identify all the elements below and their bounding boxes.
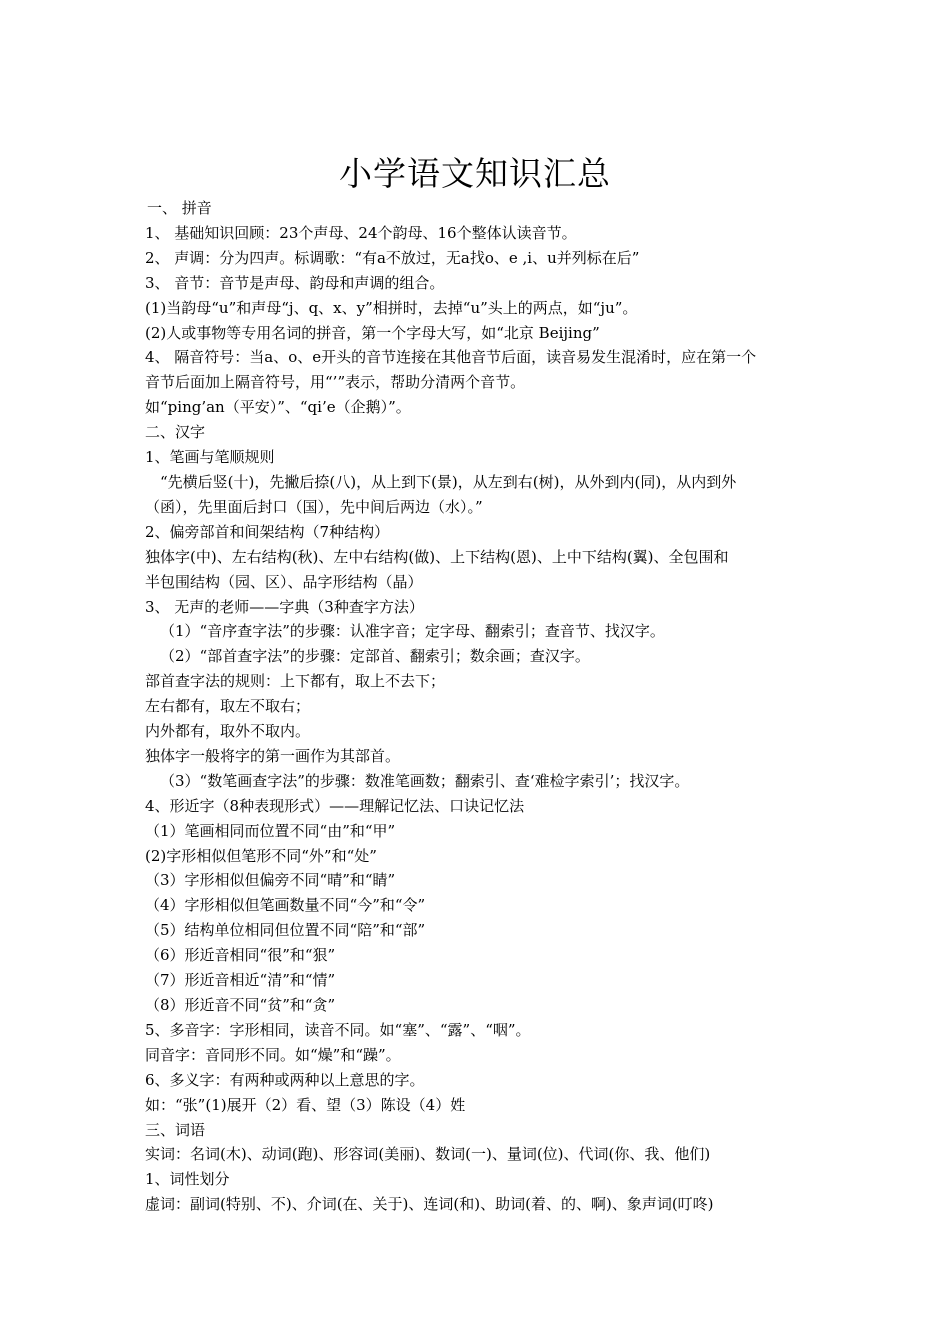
text-line: (2)人或事物等专用名词的拼音，第一个字母大写，如“北京 Beijing” (145, 323, 600, 342)
text-line: （4）字形相似但笔画数量不同“今”和“令” (145, 896, 426, 915)
text-line: 3、 音节：音节是声母、韵母和声调的组合。 (145, 273, 445, 292)
text-line: 4、形近字（8种表现形式）——理解记忆法、口诀记忆法 (145, 796, 525, 815)
text-line: （6）形近音相同“很”和“狠” (145, 946, 336, 965)
document-body (145, 196, 810, 1217)
text-line: 1、词性划分 (145, 1170, 230, 1189)
text-line: （5）结构单位相同但位置不同“陪”和“部” (145, 921, 426, 940)
text-line: （函），先里面后封口（国），先中间后两边（水）。” (145, 497, 483, 516)
text-line: 虚词：副词(特别、不)、介词(在、关于)、连词(和)、助词(着、的、啊)、象声词(叮咚) (145, 1195, 714, 1214)
text-line: 音节后面加上隔音符号，用“’”表示，帮助分清两个音节。 (145, 373, 526, 392)
text-line: 4、 隔音符号：当a、o、e开头的音节连接在其他音节后面，读音易发生混淆时，应在第一个 (145, 348, 757, 367)
text-line: 如“ping’an（平安）”、“qi’e（企鹅）”。 (145, 398, 411, 417)
text-line: 1、笔画与笔顺规则 (145, 448, 275, 467)
text-line: （1）“音序查字法”的步骤：认准字音；定字母、翻索引；查音节、找汉字。 (160, 622, 665, 641)
document-title: 小学语文知识汇总 (339, 154, 611, 193)
text-line: 2、偏旁部首和间架结构（7种结构） (145, 522, 390, 541)
section-heading-ciyu: 三、词语 (145, 1120, 206, 1139)
text-line: （3）字形相似但偏旁不同“晴”和“睛” (145, 871, 396, 890)
text-line: （3）“数笔画查字法”的步骤：数准笔画数；翻索引、查‘难检字索引’；找汉字。 (160, 771, 690, 790)
text-line: 实词：名词(木)、动词(跑)、形容词(美丽)、数词(一)、量词(位)、代词(你、我、他们) (145, 1145, 711, 1164)
section-heading-pinyin: 一、 拼音 (147, 199, 212, 217)
text-line: 1、 基础知识回顾：23个声母、24个韵母、16个整体认读音节。 (145, 223, 577, 242)
text-line: 6、多义字：有两种或两种以上意思的字。 (145, 1070, 425, 1089)
text-line: “先横后竖(十)，先撇后捺(八)，从上到下(景)，从左到右(树)，从外到内(同)，从内到外 (160, 472, 737, 491)
text-line: 半包围结构（园、区）、品字形结构（晶） (145, 572, 423, 591)
text-line: 部首查字法的规则：上下都有，取上不去下； (145, 672, 446, 691)
text-line: (2)字形相似但笔形不同“外”和“处” (145, 846, 377, 865)
section-heading-hanzi: 二、汉字 (145, 423, 206, 442)
text-line: （7）形近音相近“清”和“情” (145, 971, 336, 990)
text-line: （1）笔画相同而位置不同“由”和“甲” (145, 821, 396, 840)
text-line: （2）“部首查字法”的步骤：定部首、翻索引；数余画；查汉字。 (160, 647, 590, 666)
text-line: (1)当韵母“u”和声母“j、q、x、y”相拼时，去掉“u”头上的两点，如“ju”。 (145, 298, 638, 317)
text-line: 2、 声调：分为四声。标调歌：“有a不放过，无a找o、e ,i、u并列标在后” (145, 248, 640, 267)
text-line: 如：“张”(1)展开（2）看、望（3）陈设（4）姓 (145, 1095, 466, 1114)
text-line: 独体字(中)、左右结构(秋)、左中右结构(做)、上下结构(恩)、上中下结构(翼)、全包围和 (145, 547, 729, 566)
text-line: 内外都有，取外不取内。 (145, 722, 311, 741)
text-line: 5、多音字：字形相同，读音不同。如“塞”、“露”、“咽”。 (145, 1020, 531, 1039)
text-line: 3、 无声的老师——字典（3种查字方法） (145, 597, 424, 616)
text-line: 左右都有，取左不取右； (145, 697, 311, 716)
text-line: 同音字：音同形不同。如“燥”和“躁”。 (145, 1045, 401, 1064)
text-line: 独体字一般将字的第一画作为其部首。 (145, 746, 401, 765)
text-line: （8）形近音不同“贫”和“贪” (145, 996, 336, 1014)
